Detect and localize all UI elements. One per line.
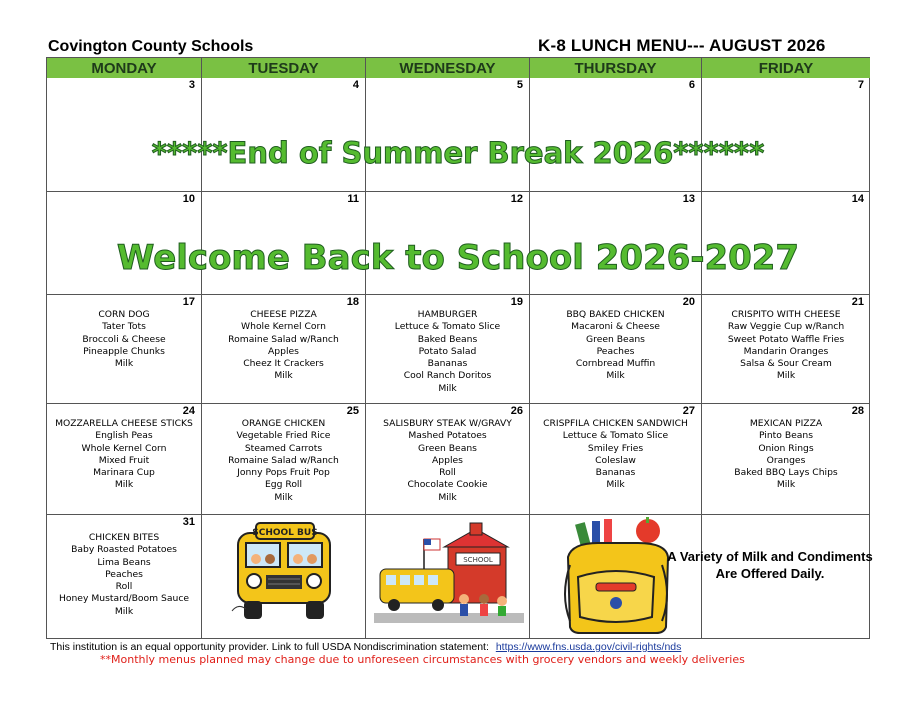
menu-item: Milk <box>114 605 134 617</box>
day-header-monday: MONDAY <box>47 58 202 78</box>
date-number: 27 <box>682 405 695 417</box>
menu-item: English Peas <box>95 430 153 442</box>
district-name: Covington County Schools <box>48 38 254 55</box>
menu-item: Milk <box>438 491 457 503</box>
menu-item: Potato Salad <box>418 345 477 357</box>
menu-item: Baby Roasted Potatoes <box>71 544 177 556</box>
summer-break-banner: *****End of Summer Break 2026****** <box>151 136 765 170</box>
menu-item: Mashed Potatoes <box>408 430 487 442</box>
menu-title: K-8 LUNCH MENU--- AUGUST 2026 <box>538 36 826 55</box>
day-cell <box>366 404 530 515</box>
school-bus-icon <box>230 519 338 627</box>
menu-items <box>530 418 701 492</box>
menu-item: Cool Ranch Doritos <box>403 370 492 382</box>
day-cell <box>366 78 530 192</box>
menu-item: Onion Rings <box>758 442 814 454</box>
menu-item: Peaches <box>596 345 635 357</box>
date-number: 3 <box>188 79 195 91</box>
day-header-tuesday: TUESDAY <box>202 58 366 78</box>
statement-text: This institution is an equal opportunity provider. Link to full USDA Nondiscrimination statement: <box>50 641 489 653</box>
day-cell <box>47 78 202 192</box>
menu-item: Vegetable Fried Rice <box>236 430 331 442</box>
menu-item: Honey Mustard/Boom Sauce <box>58 593 190 605</box>
day-header-thursday: THURSDAY <box>530 58 702 78</box>
milk-condiments-note: A Variety of Milk and Condiments Are Offered Daily. <box>667 549 873 581</box>
menu-item: Milk <box>274 370 293 382</box>
menu-item: CHEESE PIZZA <box>250 309 317 320</box>
menu-item: Marinara Cup <box>93 467 155 479</box>
menu-item: HAMBURGER <box>417 309 478 320</box>
menu-item: Chocolate Cookie <box>407 479 488 491</box>
date-number: 18 <box>346 296 359 308</box>
day-cell <box>202 404 366 515</box>
date-number: 28 <box>851 405 864 417</box>
menu-item: CRISPITO WITH CHEESE <box>731 309 841 320</box>
date-number: 24 <box>182 405 195 417</box>
menu-item: Roll <box>439 467 456 479</box>
bus-sign-text: SCHOOL BUS <box>252 528 318 538</box>
date-number: 25 <box>346 405 359 417</box>
date-number: 26 <box>510 405 523 417</box>
school-sign-text: SCHOOL <box>463 556 493 564</box>
usda-link[interactable]: https://www.fns.usda.gov/civil-rights/nds <box>495 641 682 653</box>
menu-item: Romaine Salad w/Ranch <box>228 333 339 345</box>
menu-item: CRISPFILA CHICKEN SANDWICH <box>543 418 688 429</box>
menu-item: Bananas <box>595 467 636 479</box>
menu-item: Tater Tots <box>102 321 146 333</box>
day-header-friday: FRIDAY <box>702 58 870 78</box>
day-cell <box>530 78 702 192</box>
date-number: 12 <box>510 193 523 205</box>
menu-item: Lima Beans <box>97 556 151 568</box>
date-number: 11 <box>347 193 359 205</box>
menu-item: Baked BBQ Lays Chips <box>734 467 838 479</box>
menu-item: Mandarin Oranges <box>743 345 829 357</box>
menu-item: CORN DOG <box>98 309 150 320</box>
day-cell <box>366 295 530 404</box>
menu-item: Macaroni & Cheese <box>571 321 660 333</box>
menu-items <box>366 418 529 504</box>
menu-item: Lettuce & Tomato Slice <box>562 430 669 442</box>
day-cell <box>47 295 202 404</box>
date-number: 14 <box>851 193 864 205</box>
menu-items <box>202 309 365 383</box>
menu-item: SALISBURY STEAK W/GRAVY <box>383 418 512 429</box>
date-number: 19 <box>510 296 523 308</box>
day-cell <box>530 404 702 515</box>
day-cell <box>47 404 202 515</box>
menu-item: MOZZARELLA CHEESE STICKS <box>55 418 193 429</box>
menu-items <box>702 309 870 383</box>
date-number: 5 <box>516 79 523 91</box>
day-cell <box>202 515 366 639</box>
menu-item: Pinto Beans <box>758 430 814 442</box>
menu-item: Whole Kernel Corn <box>241 321 326 333</box>
menu-item: Lettuce & Tomato Slice <box>394 321 501 333</box>
menu-item: Peaches <box>105 568 143 580</box>
day-cell <box>702 404 870 515</box>
menu-item: Milk <box>776 479 796 491</box>
menu-item: Milk <box>114 358 134 370</box>
menu-item: Baked Beans <box>417 333 478 345</box>
day-cell <box>47 515 202 639</box>
date-number: 10 <box>182 193 195 205</box>
menu-item: Milk <box>114 479 134 491</box>
menu-item: Cornbread Muffin <box>575 358 656 370</box>
menu-item: Romaine Salad w/Ranch <box>228 454 339 466</box>
menu-item: Milk <box>274 491 293 503</box>
school-house-icon <box>374 519 524 631</box>
menu-items <box>47 309 201 370</box>
menu-item: Milk <box>776 370 796 382</box>
menu-item: Milk <box>606 370 625 382</box>
menu-item: Green Beans <box>586 333 645 345</box>
menu-item: Milk <box>606 479 625 491</box>
date-number: 20 <box>682 296 695 308</box>
menu-items <box>366 309 529 395</box>
menu-item: Cheez It Crackers <box>243 358 324 370</box>
date-number: 17 <box>182 296 195 308</box>
menu-item: Steamed Carrots <box>244 442 323 454</box>
menu-item: Sweet Potato Waffle Fries <box>727 333 845 345</box>
date-number: 7 <box>857 79 864 91</box>
menu-item: Green Beans <box>418 442 477 454</box>
menu-item: Bananas <box>427 358 468 370</box>
menu-items <box>702 418 870 492</box>
menu-item: Mixed Fruit <box>98 454 150 466</box>
menu-item: Egg Roll <box>264 479 303 491</box>
nondiscrimination-statement <box>50 641 681 653</box>
day-cell <box>702 78 870 192</box>
date-number: 6 <box>688 79 695 91</box>
menu-item: Apples <box>268 345 299 357</box>
backpack-icon <box>556 517 676 635</box>
menu-item: Broccoli & Cheese <box>82 333 166 345</box>
menu-item: Jonny Pops Fruit Pop <box>237 467 330 479</box>
menu-item: MEXICAN PIZZA <box>749 418 823 429</box>
welcome-back-banner: Welcome Back to School 2026-2027 <box>116 238 800 278</box>
day-cell <box>530 295 702 404</box>
menu-item: Raw Veggie Cup w/Ranch <box>727 321 845 333</box>
menu-items <box>202 418 365 504</box>
menu-items <box>47 418 201 492</box>
date-number: 4 <box>352 79 359 91</box>
menu-item: Apples <box>432 454 463 466</box>
menu-item: Roll <box>115 581 133 593</box>
menu-item: Whole Kernel Corn <box>81 442 167 454</box>
menu-item: Smiley Fries <box>587 442 644 454</box>
menu-item: Milk <box>438 382 457 394</box>
menu-item: ORANGE CHICKEN <box>241 418 326 429</box>
day-header-wednesday: WEDNESDAY <box>366 58 530 78</box>
date-number: 21 <box>851 296 864 308</box>
menu-item: Coleslaw <box>595 454 636 466</box>
date-number: 31 <box>182 516 195 528</box>
menu-item: Pineapple Chunks <box>83 345 165 357</box>
day-cell <box>702 295 870 404</box>
menu-items <box>530 309 701 383</box>
day-cell <box>202 78 366 192</box>
menu-items <box>47 532 201 618</box>
menu-change-disclaimer: **Monthly menus planned may change due to unforeseen circumstances with grocery vendors and weekly deliveries <box>100 653 745 666</box>
menu-item: CHICKEN BITES <box>88 532 160 543</box>
day-cell <box>202 295 366 404</box>
date-number: 13 <box>682 193 695 205</box>
day-cell <box>366 515 530 639</box>
menu-item: Salsa & Sour Cream <box>740 358 832 370</box>
menu-item: BBQ BAKED CHICKEN <box>566 309 665 320</box>
menu-item: Oranges <box>766 454 806 466</box>
